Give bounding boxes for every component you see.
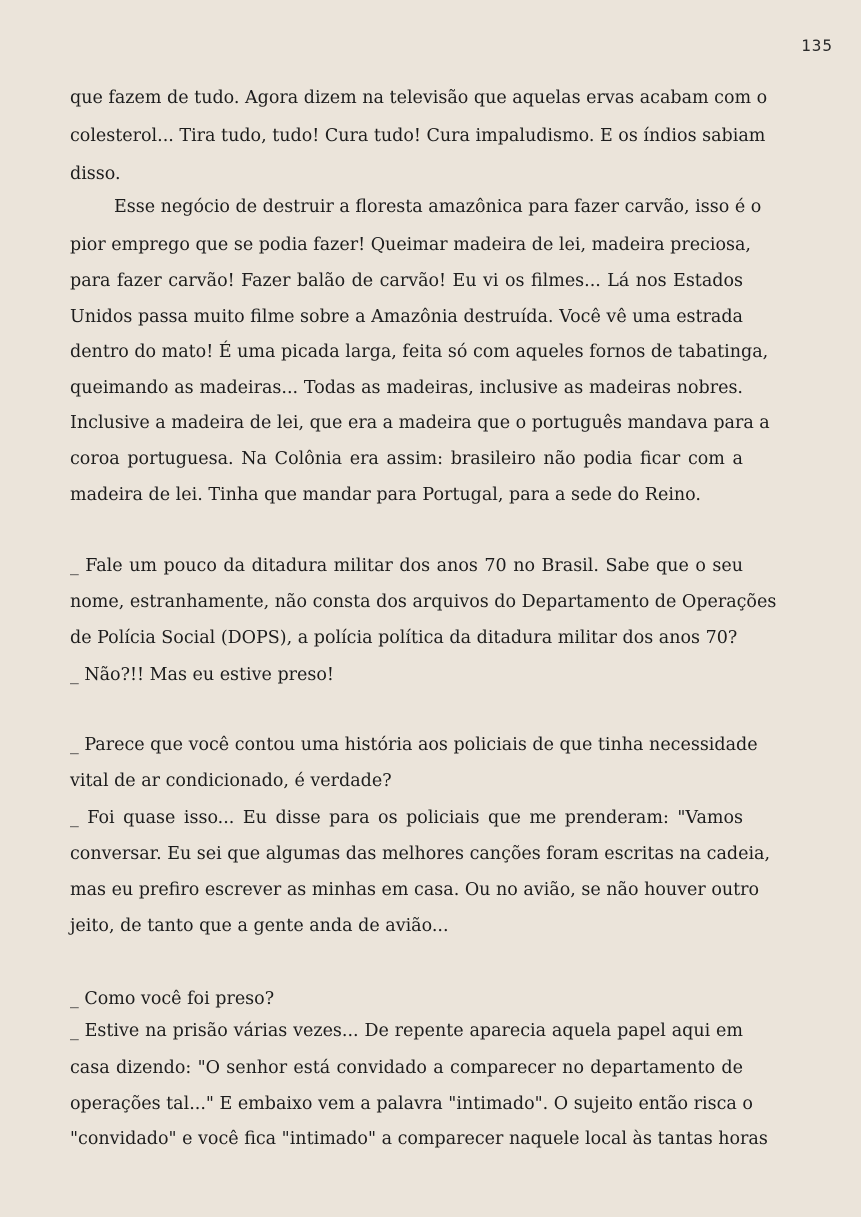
text-line: para fazer carvão! Fazer balão de carvão! Eu vi os filmes... Lá nos Estados	[70, 271, 743, 291]
text-line: dentro do mato! É uma picada larga, feita só com aqueles fornos de tabatinga,	[70, 342, 769, 362]
text-line: madeira de lei. Tinha que mandar para Portugal, para a sede do Reino.	[70, 485, 701, 505]
text-line: pior emprego que se podia fazer! Queimar madeira de lei, madeira preciosa,	[70, 235, 751, 255]
text-line: "convidado" e você fica "intimado" a comparecer naquele local às tantas horas	[70, 1129, 768, 1149]
text-line: Inclusive a madeira de lei, que era a madeira que o português mandava para a	[70, 413, 770, 433]
text-line: nome, estranhamente, não consta dos arquivos do Departamento de Operações	[70, 592, 777, 612]
text-line: colesterol... Tira tudo, tudo! Cura tudo! Cura impaludismo. E os índios sabiam	[70, 126, 766, 146]
paragraph-start-line: Esse negócio de destruir a floresta amazônica para fazer carvão, isso é o	[114, 197, 762, 217]
answer-line: _ Não?!! Mas eu estive preso!	[70, 665, 334, 685]
answer-line: _ Foi quase isso... Eu disse para os policiais que me prenderam: "Vamos	[70, 808, 743, 828]
text-line: que fazem de tudo. Agora dizem na televisão que aquelas ervas acabam com o	[70, 88, 768, 108]
text-line: conversar. Eu sei que algumas das melhores canções foram escritas na cadeia,	[70, 844, 771, 864]
question-line: _ Fale um pouco da ditadura militar dos anos 70 no Brasil. Sabe que o seu	[70, 556, 743, 576]
question-line: _ Parece que você contou uma história aos policiais de que tinha necessidade	[70, 735, 758, 755]
question-line: _ Como você foi preso?	[70, 989, 275, 1009]
text-line: Unidos passa muito filme sobre a Amazônia destruída. Você vê uma estrada	[70, 307, 743, 327]
text-line: operações tal..." E embaixo vem a palavra "intimado". O sujeito então risca o	[70, 1094, 753, 1114]
text-line: vital de ar condicionado, é verdade?	[70, 771, 392, 791]
text-line: mas eu prefiro escrever as minhas em casa. Ou no avião, se não houver outro	[70, 880, 760, 900]
text-line: casa dizendo: "O senhor está convidado a comparecer no departamento de	[70, 1058, 743, 1078]
text-line: de Polícia Social (DOPS), a polícia política da ditadura militar dos anos 70?	[70, 628, 738, 648]
text-line: disso.	[70, 164, 121, 184]
text-line: coroa portuguesa. Na Colônia era assim: brasileiro não podia ficar com a	[70, 449, 743, 469]
text-line: queimando as madeiras... Todas as madeiras, inclusive as madeiras nobres.	[70, 378, 743, 398]
page-number: 135	[801, 36, 833, 55]
text-line: jeito, de tanto que a gente anda de avião...	[70, 916, 449, 936]
answer-line: _ Estive na prisão várias vezes... De repente aparecia aquela papel aqui em	[70, 1021, 743, 1041]
